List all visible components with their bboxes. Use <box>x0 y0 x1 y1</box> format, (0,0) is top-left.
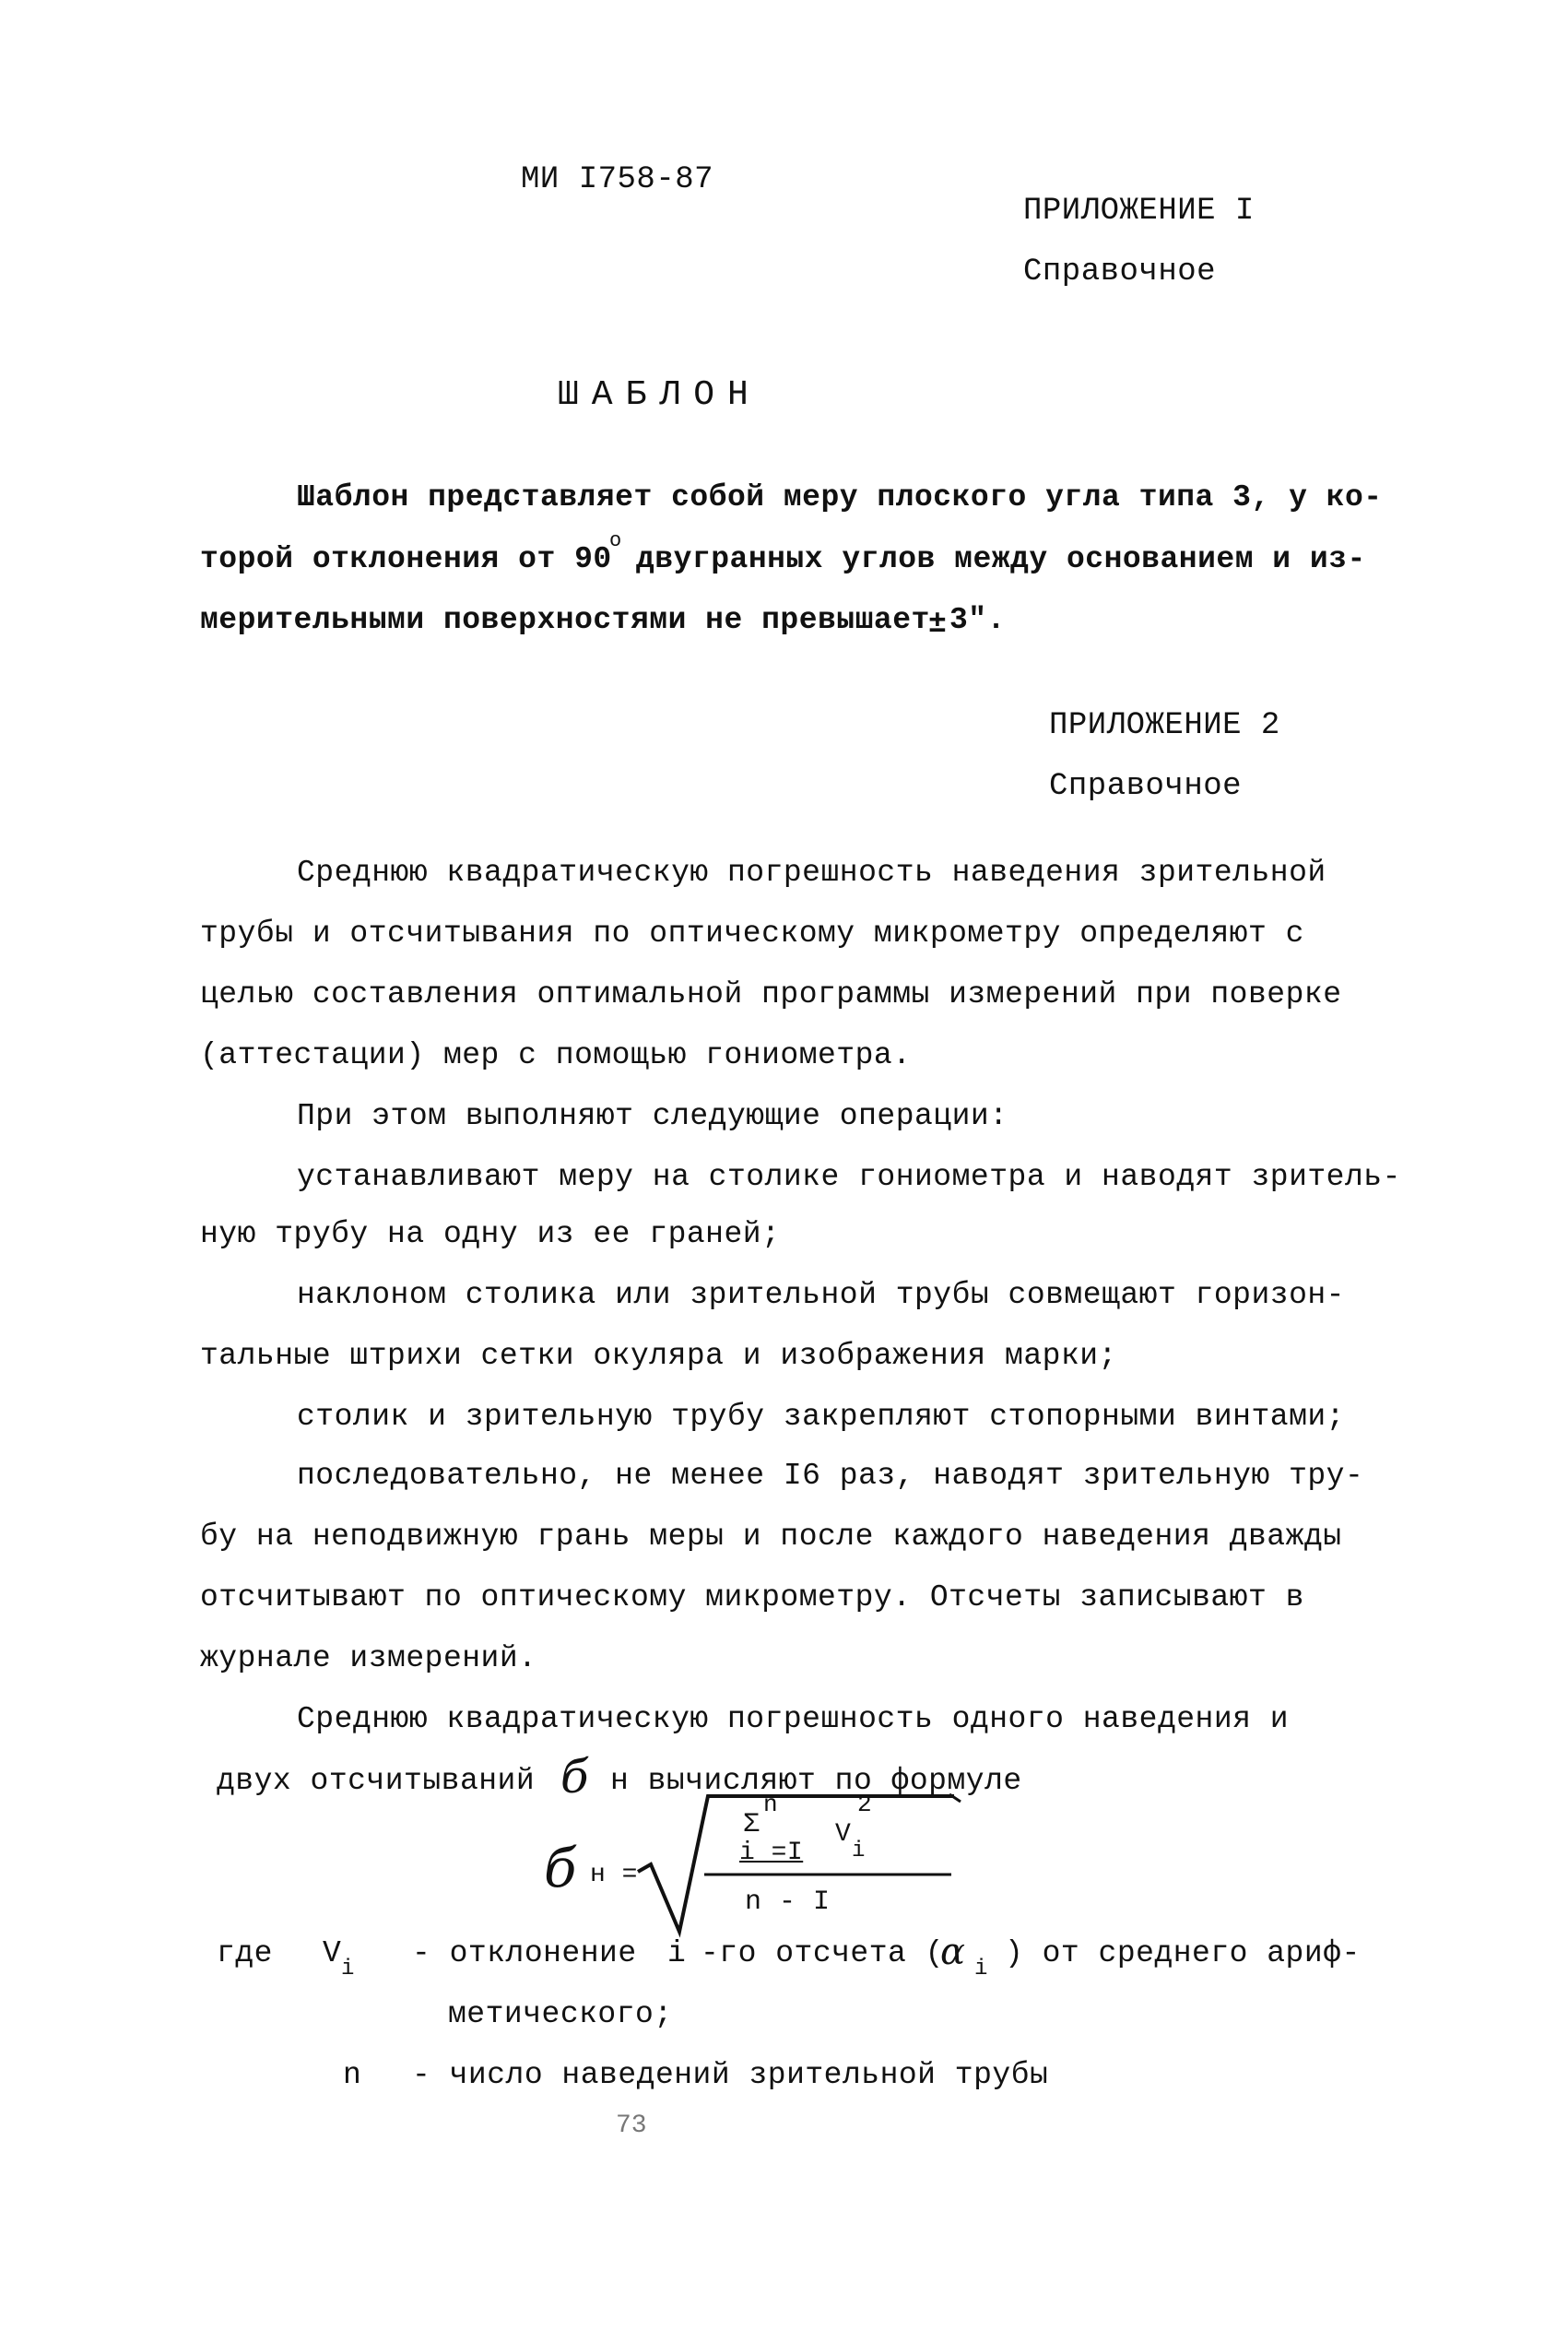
alpha-symbol: α <box>940 1931 966 1973</box>
where-label: где <box>217 1936 273 1970</box>
appendix1-heading: ШАБЛОН <box>558 375 761 415</box>
def1-symbol-subscript: i <box>341 1957 355 1981</box>
op-line-8: отсчитывают по оптическому микрометру. Отсчеты записывают в <box>200 1580 1304 1614</box>
term-v-subscript: i <box>852 1839 866 1863</box>
op-line-9: журнале измерений. <box>200 1641 537 1675</box>
def1-text-2: -го отсчета ( <box>701 1936 944 1970</box>
para1-line-4: (аттестации) мер с помощью гониометра. <box>200 1038 912 1072</box>
appendix1-line-1: Шаблон представляет собой меру плоского угла типа 3, у ко- <box>297 480 1383 514</box>
op-line-3: наклоном столика или зрительной трубы совмещают горизон- <box>297 1278 1345 1312</box>
para1-line-3: целью составления оптимальной программы измерений при поверке <box>200 977 1342 1011</box>
plus-minus-sign: ± <box>928 607 948 641</box>
appendix1-line-2b: двугранных углов между основанием и из- <box>636 542 1366 576</box>
formula-lhs-sigma: б <box>544 1837 577 1899</box>
op-line-7: бу на неподвижную грань меры и после каждого наведения дважды <box>200 1520 1342 1554</box>
op-line-5: столик и зрительную трубу закрепляют стопорными винтами; <box>297 1400 1345 1434</box>
appendix1-line-3: мерительными поверхностями не превышает <box>200 603 930 637</box>
formula-lhs-subscript: н = <box>590 1861 638 1889</box>
op-line-2: ную трубу на одну из ее граней; <box>200 1217 781 1251</box>
appendix2-title: ПРИЛОЖЕНИЕ 2 <box>1049 708 1280 743</box>
sum-symbol: Σ <box>743 1809 760 1840</box>
alpha-subscript: i <box>974 1957 988 1981</box>
op-line-1: устанавливают меру на столике гониометра и наводят зритель- <box>297 1160 1401 1194</box>
def1-symbol: V <box>323 1936 342 1970</box>
para1-line-1: Среднюю квадратическую погрешность наведения зрительной <box>297 856 1326 890</box>
op-line-4: тальные штрихи сетки окуляра и изображения марки; <box>200 1339 1117 1373</box>
document-code: МИ I758-87 <box>521 162 714 197</box>
formula-intro-1: Среднюю квадратическую погрешность одного наведения и <box>297 1702 1290 1736</box>
power-two: 2 <box>857 1791 873 1818</box>
def1-continuation: метического; <box>448 1997 673 2031</box>
sum-lower-limit: i =I <box>739 1839 804 1867</box>
op-line-6: последовательно, не менее I6 раз, наводят зрительную тру- <box>297 1459 1364 1493</box>
appendix1-title: ПРИЛОЖЕНИЕ I <box>1023 194 1255 229</box>
appendix1-type: Справочное <box>1023 254 1217 290</box>
appendix1-line-2: торой отклонения от 90 <box>200 542 612 576</box>
appendix2-type: Справочное <box>1049 769 1243 804</box>
term-v: V <box>835 1820 852 1849</box>
operations-intro: При этом выполняют следующие операции: <box>297 1099 1008 1133</box>
page-number: 73 <box>616 2111 647 2140</box>
sigma-symbol-inline: б <box>560 1750 589 1804</box>
def1-index: i <box>667 1936 687 1970</box>
def1-text: - отклонение <box>412 1936 637 1970</box>
def2-text: - число наведений зрительной трубы <box>412 2058 1049 2092</box>
para1-line-2: трубы и отсчитывания по оптическому микрометру определяют с <box>200 917 1304 951</box>
sum-upper-limit: n <box>763 1791 779 1818</box>
degree-mark: o <box>609 529 622 552</box>
def2-symbol: n <box>343 2058 362 2092</box>
formula-intro-2a: двух отсчитываний <box>217 1764 536 1798</box>
formula-denominator: n - I <box>745 1886 831 1918</box>
formula-intro-2b: н вычисляют по формуле <box>610 1764 1022 1798</box>
def1-text-3: ) от среднего ариф- <box>1005 1936 1361 1970</box>
appendix1-line-3b: 3". <box>949 603 1006 637</box>
